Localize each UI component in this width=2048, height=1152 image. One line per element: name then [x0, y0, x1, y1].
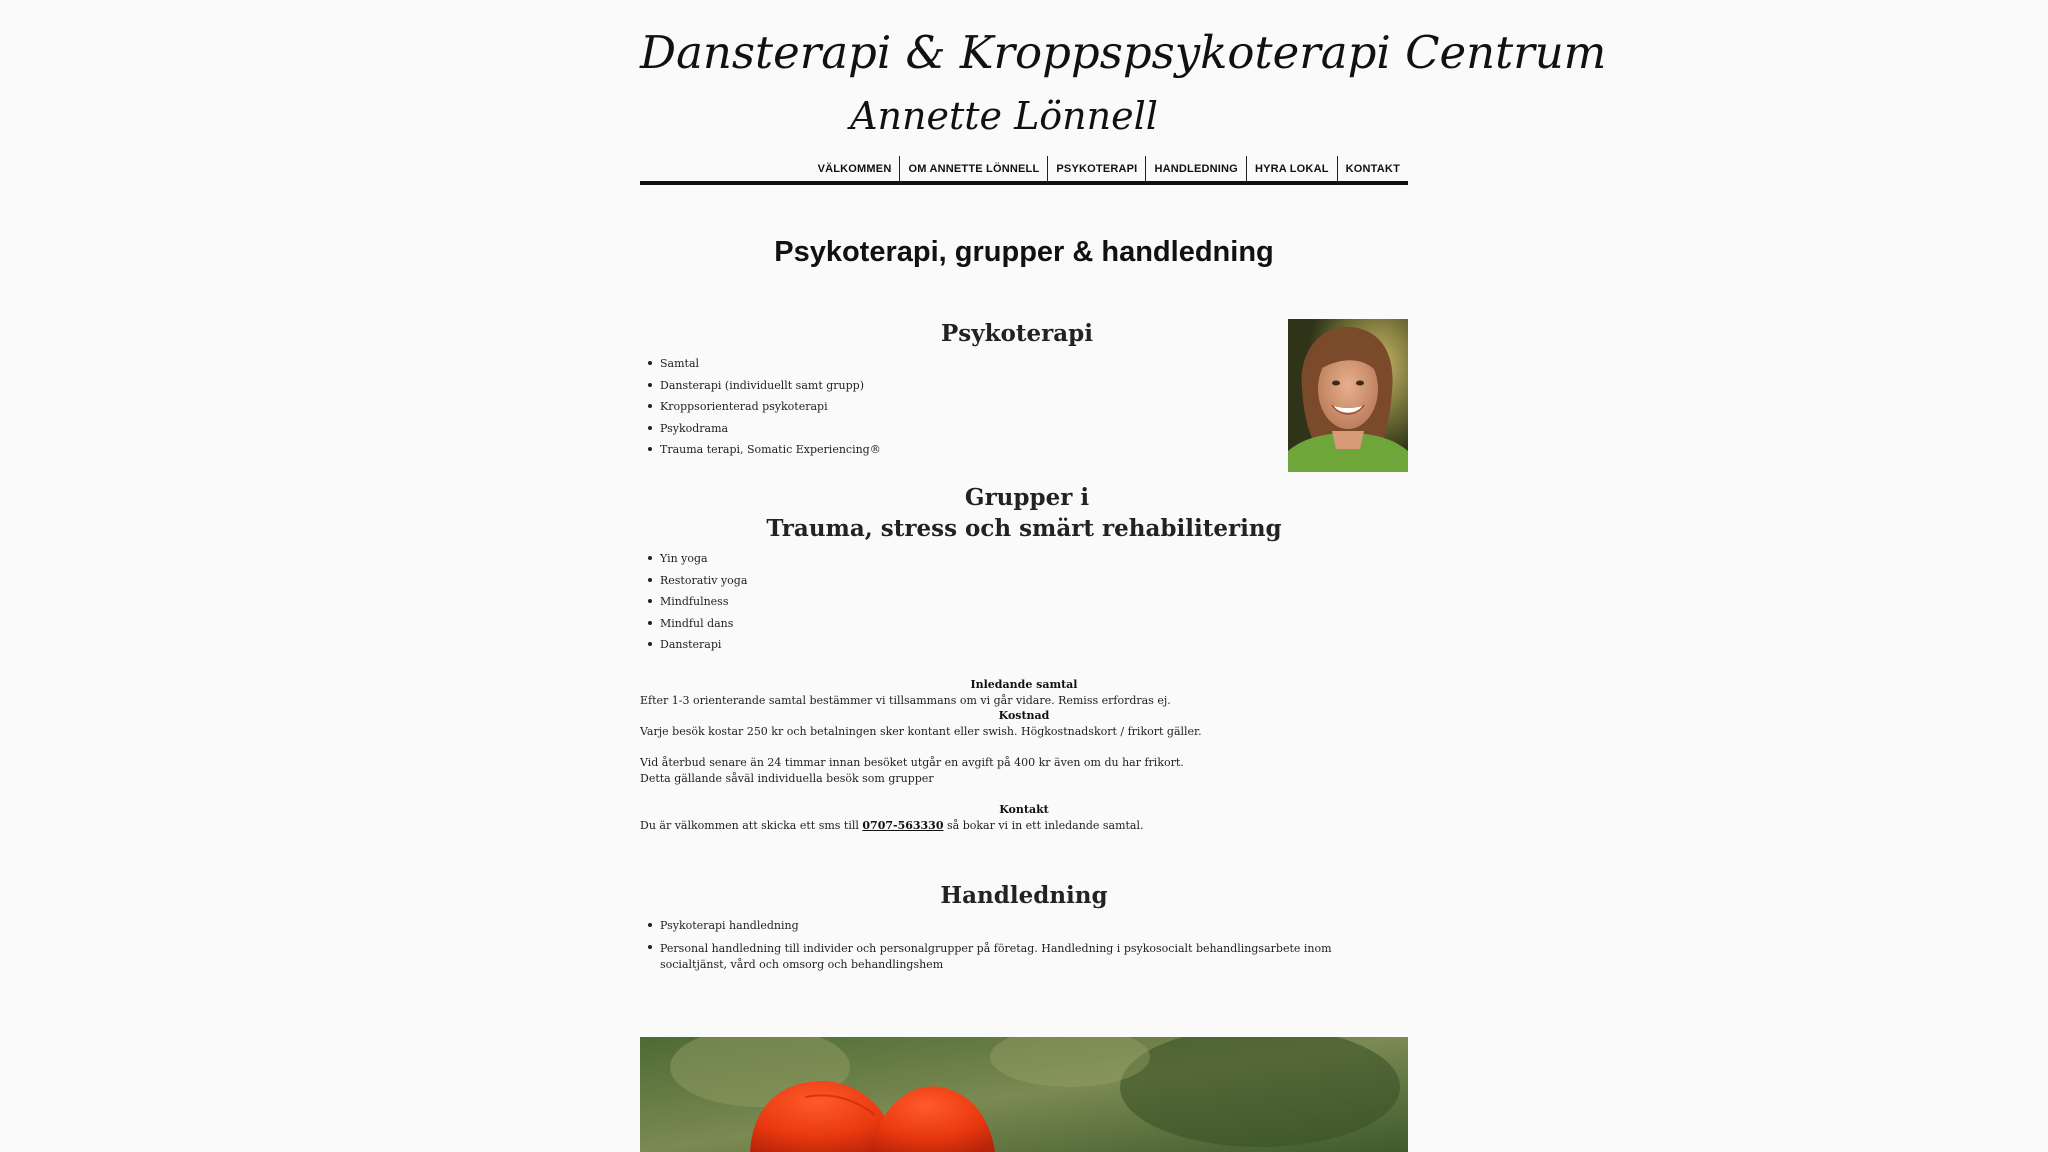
psykoterapi-heading: Psykoterapi: [941, 320, 1093, 347]
aterbud-text-line1: Vid återbud senare än 24 timmar innan besöket utgår en avgift på 400 kr även om du har frikort.: [640, 756, 1184, 769]
kontakt-title: Kontakt: [999, 803, 1049, 816]
kontakt-text-after: så bokar vi in ett inledande samtal.: [943, 819, 1144, 832]
nav-item-psykoterapi[interactable]: PSYKOTERAPI: [1056, 163, 1138, 175]
therapist-portrait: [1288, 319, 1408, 472]
kostnad-title: Kostnad: [998, 709, 1050, 722]
inledande-samtal-text: Efter 1-3 orienterande samtal bestämmer vi tillsammans om vi går vidare. Remiss erfordras ej.: [640, 694, 1171, 707]
kontakt-text-before: Du är välkommen att skicka ett sms till: [640, 819, 863, 832]
list-item: Psykoterapi handledning: [660, 917, 1390, 939]
kontakt-text: [640, 818, 1408, 833]
nav-item-kontakt[interactable]: KONTAKT: [1345, 163, 1400, 175]
phone-link[interactable]: 0707-563330: [862, 819, 944, 832]
grupper-heading-line1: Grupper i: [964, 484, 1090, 511]
site-title: Dansterapi & Kroppspsykoterapi Centrum: [640, 26, 1607, 79]
nav-item-handledning[interactable]: HANDLEDNING: [1154, 163, 1238, 175]
portrait-image: [1288, 319, 1408, 472]
inledande-samtal-title: Inledande samtal: [970, 678, 1078, 691]
main-nav: [810, 156, 1408, 182]
aterbud-text-line2: Detta gällande såväl individuella besök som grupper: [640, 772, 934, 785]
psykoterapi-list: [660, 355, 881, 463]
poppy-flower-image: [640, 1037, 1408, 1152]
grupper-list: [660, 550, 747, 658]
kostnad-text: Varje besök kostar 250 kr och betalningen sker kontant eller swish. Högkostnadskort / frikort gäller.: [640, 725, 1202, 738]
nav-underline-rule: [640, 181, 1408, 185]
handledning-heading: Handledning: [940, 882, 1108, 909]
nav-item-hyra-lokal[interactable]: HYRA LOKAL: [1254, 163, 1329, 175]
handledning-list: [660, 917, 1390, 973]
list-item: Psykodrama: [660, 420, 881, 442]
list-item: Kroppsorienterad psykoterapi: [660, 398, 881, 420]
nav-item-valkommen[interactable]: VÄLKOMMEN: [817, 163, 892, 175]
list-item: Personal handledning till individer och personalgrupper på företag. Handledning i psykosocialt behandlingsarbete inom socialtjänst, vård och omsorg och behandlingshem: [660, 939, 1390, 973]
poppy-banner-image: [640, 1037, 1408, 1152]
page-title: Psykoterapi, grupper & handledning: [774, 236, 1274, 268]
nav-item-om-annette[interactable]: OM ANNETTE LÖNNELL: [908, 163, 1040, 175]
list-item: Mindful dans: [660, 615, 747, 637]
list-item: Trauma terapi, Somatic Experiencing®: [660, 441, 881, 463]
grupper-heading-line2: Trauma, stress och smärt rehabilitering: [766, 515, 1282, 542]
list-item: Dansterapi: [660, 636, 747, 658]
list-item: Yin yoga: [660, 550, 747, 572]
list-item: Dansterapi (individuellt samt grupp): [660, 377, 881, 399]
list-item: Samtal: [660, 355, 881, 377]
site-subtitle: Annette Lönnell: [850, 94, 1158, 138]
list-item: Mindfulness: [660, 593, 747, 615]
list-item: Restorativ yoga: [660, 572, 747, 594]
